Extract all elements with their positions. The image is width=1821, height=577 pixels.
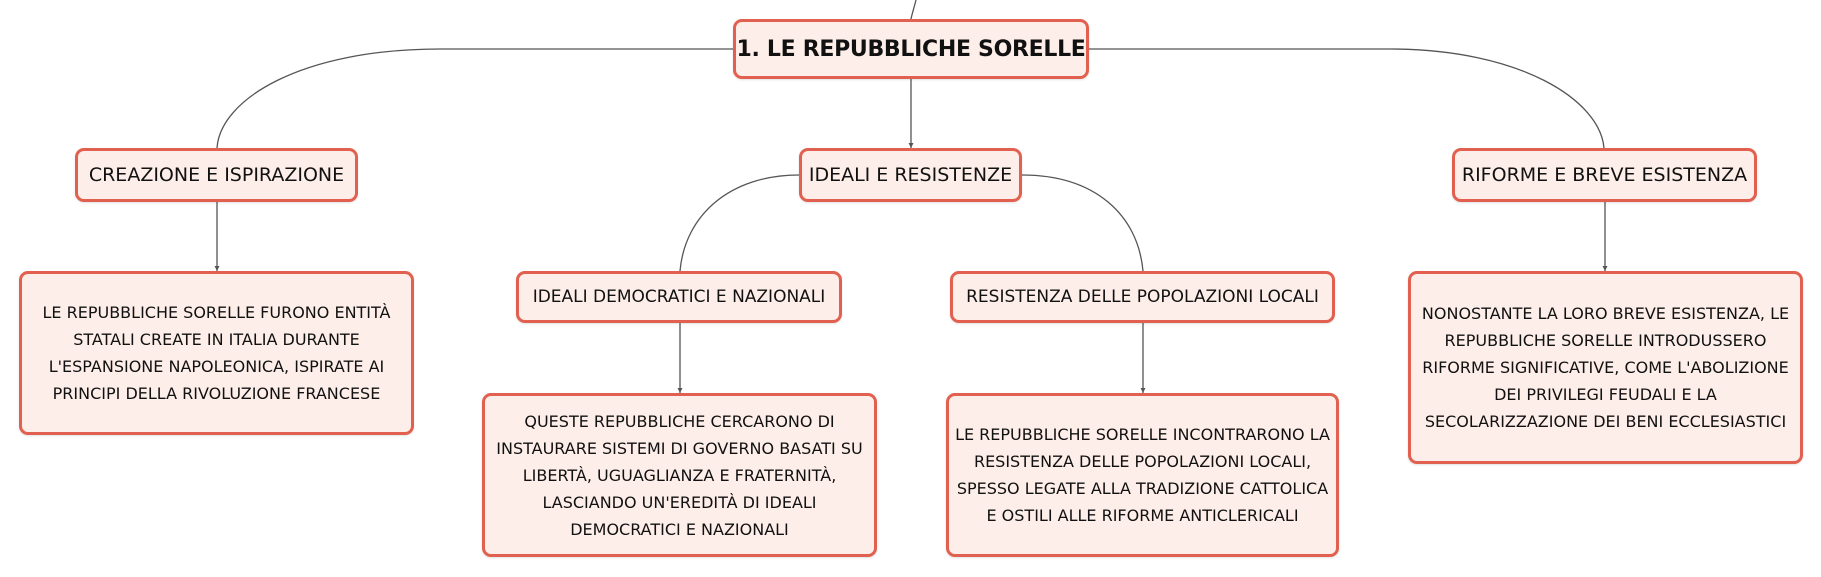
branch-node-label: CREAZIONE E ISPIRAZIONE xyxy=(88,164,345,186)
sub-node-ideali-democratici[interactable] xyxy=(516,271,842,323)
branch-node-ideali[interactable] xyxy=(799,148,1022,202)
branch-node-label: IDEALI E RESISTENZE xyxy=(808,164,1013,186)
connector-ideali-democratici xyxy=(680,175,799,271)
detail-node-text: QUESTE REPUBBLICHE CERCARONO DI INSTAURARE SISTEMI DI GOVERNO BASATI SU LIBERTÀ, UGUAGLIANZA E FRATERNITÀ, LASCIANDO UN'EREDITÀ DI IDEALI DEMOCRATICI E NAZIONALI xyxy=(496,411,863,539)
detail-node-text: LE REPUBBLICHE SORELLE INCONTRARONO LA RESISTENZA DELLE POPOLAZIONI LOCALI, SPESSO LEGATE ALLA TRADIZIONE CATTOLICA E OSTILI ALLE RIFORME ANTICLERICALI xyxy=(955,425,1330,525)
sub-node-label: IDEALI DEMOCRATICI E NAZIONALI xyxy=(532,287,826,307)
connector-root-creazione xyxy=(217,49,733,148)
branch-node-label: RIFORME E BREVE ESISTENZA xyxy=(1461,164,1748,186)
root-node-label: 1. LE REPUBBLICHE SORELLE xyxy=(736,36,1086,62)
sub-node-resistenza-locali[interactable] xyxy=(950,271,1335,323)
detail-node-text: NONOSTANTE LA LORO BREVE ESISTENZA, LE REPUBBLICHE SORELLE INTRODUSSERO RIFORME SIGNIFICATIVE, COME L'ABOLIZIONE DEI PRIVILEGI FEUDALI E LA SECOLARIZZAZIONE DEI BENI ECCLESIASTICI xyxy=(1421,304,1790,431)
sub-node-label: RESISTENZA DELLE POPOLAZIONI LOCALI xyxy=(966,287,1319,307)
connector-root-parent xyxy=(911,0,916,19)
detail-node-text: LE REPUBBLICHE SORELLE FURONO ENTITÀ STATALI CREATE IN ITALIA DURANTE L'ESPANSIONE NAPOLEONICA, ISPIRATE AI PRINCIPI DELLA RIVOLUZIONE FRANCESE xyxy=(42,303,391,403)
detail-node-resistenza-locali[interactable] xyxy=(946,393,1339,557)
detail-node-ideali-democratici[interactable] xyxy=(482,393,877,557)
branch-node-riforme[interactable] xyxy=(1452,148,1757,202)
connector-root-riforme xyxy=(1089,49,1604,148)
root-node-repubbliche-sorelle[interactable] xyxy=(733,19,1089,79)
detail-node-creazione[interactable] xyxy=(19,271,414,435)
detail-node-riforme[interactable] xyxy=(1408,271,1803,464)
connector-ideali-resistenza xyxy=(1022,175,1143,271)
branch-node-creazione[interactable] xyxy=(75,148,358,202)
